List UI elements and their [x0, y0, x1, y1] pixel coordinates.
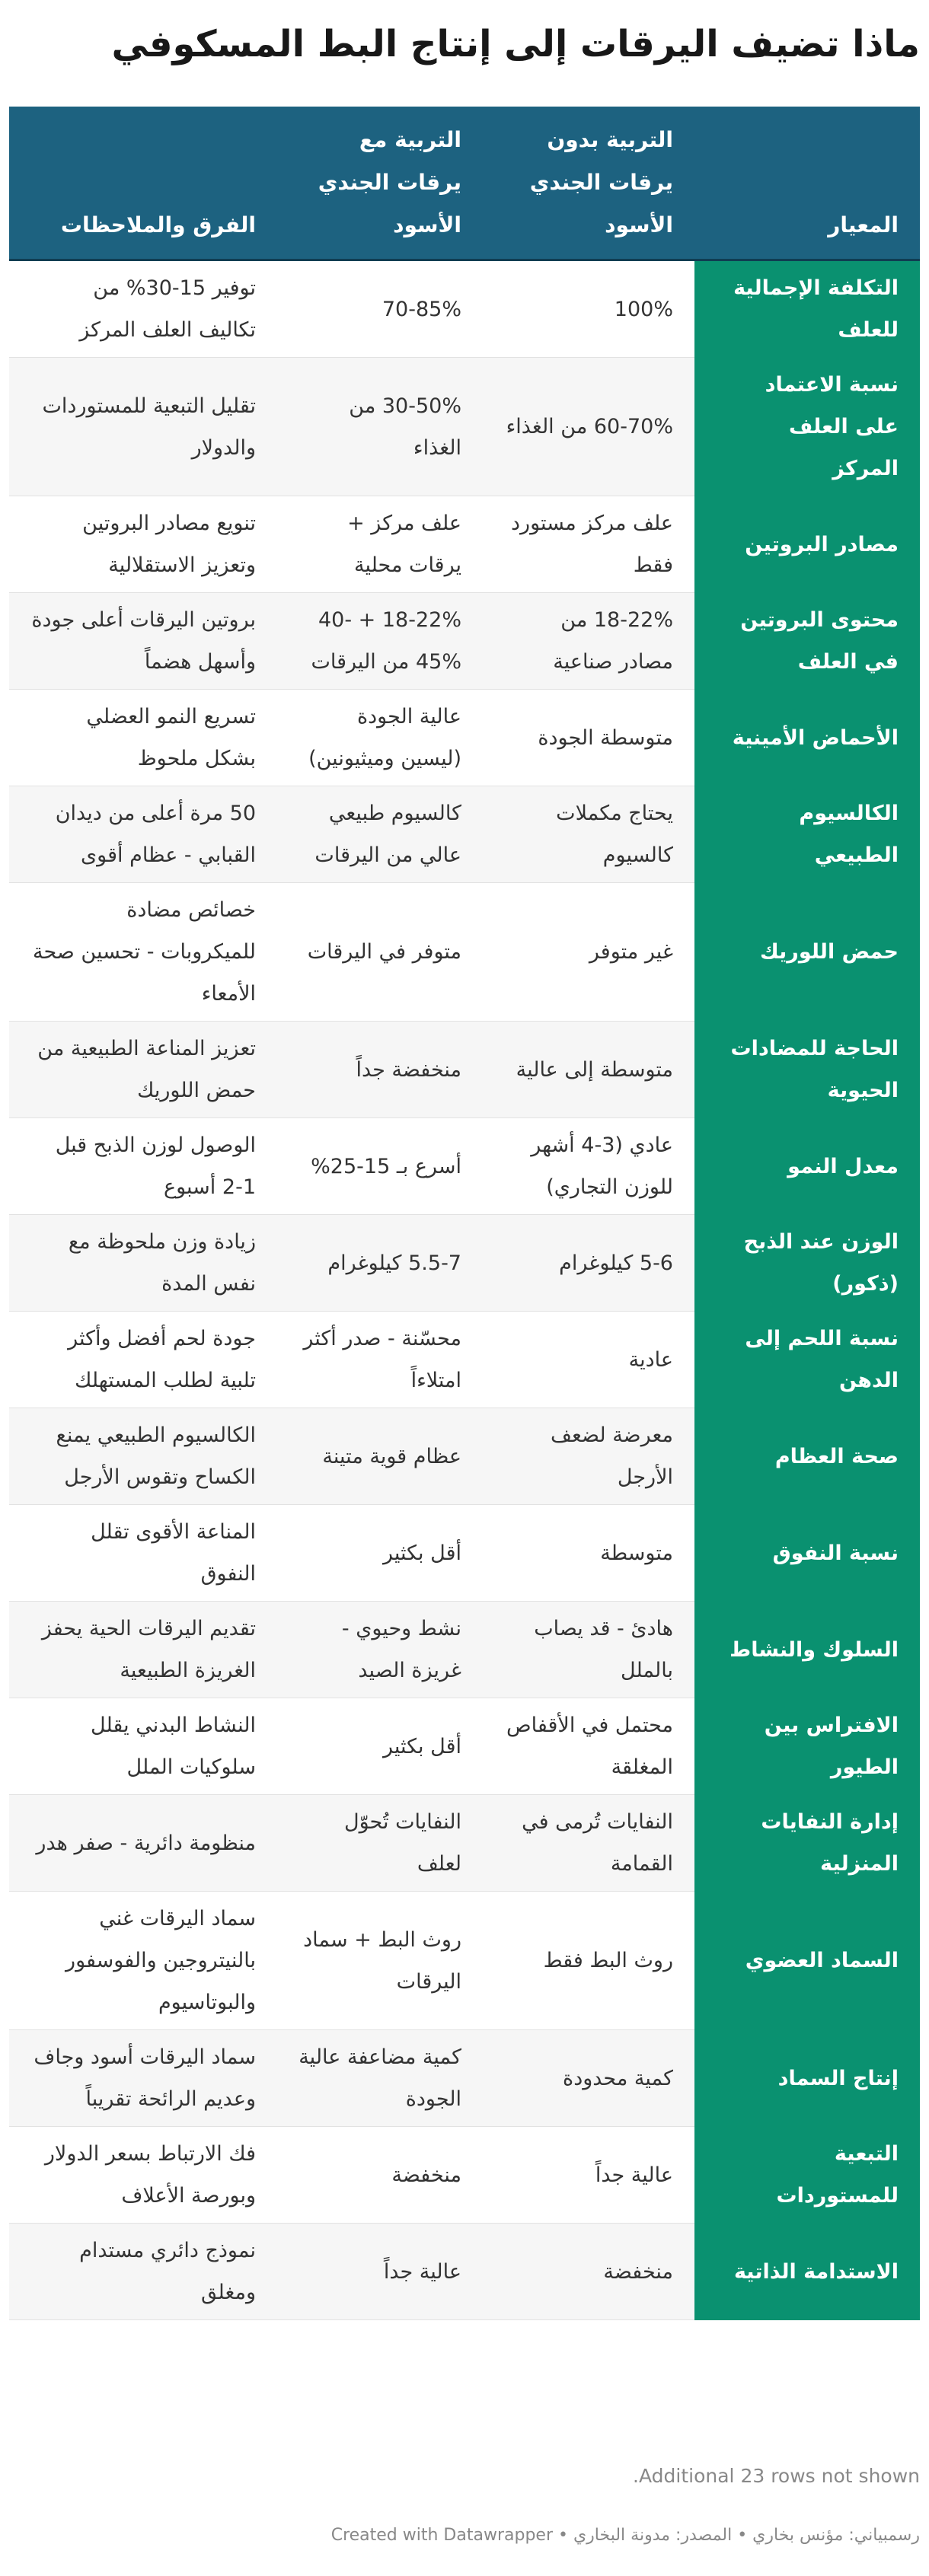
cell-without-larvae: كمية محدودة [483, 2030, 694, 2127]
cell-criterion: نسبة النفوق [694, 1505, 920, 1602]
cell-without-larvae: عادية [483, 1312, 694, 1408]
cell-criterion: مصادر البروتين [694, 496, 920, 593]
cell-criterion: محتوى البروتين في العلف [694, 593, 920, 690]
table-row [9, 1795, 920, 1892]
cell-difference: سماد اليرقات غني بالنيتروجين والفوسفور والبوتاسيوم [9, 1892, 277, 2030]
table-row [9, 2224, 920, 2320]
column-header-difference[interactable]: الفرق والملاحظات [9, 107, 277, 260]
cell-criterion: التبعية للمستوردات [694, 2127, 920, 2224]
table-row [9, 260, 920, 358]
cell-without-larvae: 18-22% من مصادر صناعية [483, 593, 694, 690]
cell-difference: بروتين اليرقات أعلى جودة وأسهل هضماً [9, 593, 277, 690]
cell-with-larvae: عالية جداً [277, 2224, 483, 2320]
cell-without-larvae: 60-70% من الغذاء [483, 358, 694, 496]
cell-without-larvae: متوسطة إلى عالية [483, 1022, 694, 1118]
cell-difference: سماد اليرقات أسود وجاف وعديم الرائحة تقريباً [9, 2030, 277, 2127]
table-row [9, 2127, 920, 2224]
cell-criterion: الأحماض الأمينية [694, 690, 920, 786]
cell-with-larvae: روث البط + سماد اليرقات [277, 1892, 483, 2030]
cell-with-larvae: نشط وحيوي - غريزة الصيد [277, 1602, 483, 1698]
cell-with-larvae: أسرع بـ 15-25% [277, 1118, 483, 1215]
column-header-with-larvae[interactable]: التربية مع يرقات الجندي الأسود [277, 107, 483, 260]
cell-with-larvae: أقل بكثير [277, 1505, 483, 1602]
table-body [9, 260, 920, 2320]
cell-without-larvae: 5-6 كيلوغرام [483, 1215, 694, 1312]
cell-criterion: إدارة النفايات المنزلية [694, 1795, 920, 1892]
cell-without-larvae: 100% [483, 260, 694, 358]
cell-without-larvae: هادئ - قد يصاب بالملل [483, 1602, 694, 1698]
cell-difference: تقديم اليرقات الحية يحفز الغريزة الطبيعية [9, 1602, 277, 1698]
cell-criterion: الحاجة للمضادات الحيوية [694, 1022, 920, 1118]
table-row [9, 2030, 920, 2127]
cell-with-larvae: 18-22% + 40-45% من اليرقات [277, 593, 483, 690]
cell-without-larvae: عالية جداً [483, 2127, 694, 2224]
cell-criterion: الوزن عند الذبح (ذكور) [694, 1215, 920, 1312]
cell-with-larvae: 5.5-7 كيلوغرام [277, 1215, 483, 1312]
cell-difference: جودة لحم أفضل وأكثر تلبية لطلب المستهلك [9, 1312, 277, 1408]
table-row [9, 1602, 920, 1698]
cell-difference: نموذج دائري مستدام ومغلق [9, 2224, 277, 2320]
table-row [9, 593, 920, 690]
cell-difference: النشاط البدني يقلل سلوكيات الملل [9, 1698, 277, 1795]
cell-difference: المناعة الأقوى تقلل النفوق [9, 1505, 277, 1602]
cell-criterion: معدل النمو [694, 1118, 920, 1215]
table-header [9, 107, 920, 260]
cell-criterion: حمض اللوريك [694, 883, 920, 1022]
cell-with-larvae: محسّنة - صدر أكثر امتلاءاً [277, 1312, 483, 1408]
cell-with-larvae: كالسيوم طبيعي عالي من اليرقات [277, 786, 483, 883]
cell-difference: الوصول لوزن الذبح قبل 1-2 أسبوع [9, 1118, 277, 1215]
cell-difference: تعزيز المناعة الطبيعية من حمض اللوريك [9, 1022, 277, 1118]
cell-with-larvae: متوفر في اليرقات [277, 883, 483, 1022]
cell-without-larvae: متوسطة [483, 1505, 694, 1602]
cell-criterion: صحة العظام [694, 1408, 920, 1505]
cell-without-larvae: متوسطة الجودة [483, 690, 694, 786]
cell-criterion: السلوك والنشاط [694, 1602, 920, 1698]
cell-with-larvae: أقل بكثير [277, 1698, 483, 1795]
chart-footer: رسمبياني: مؤنس بخاري • المصدر: مدونة البخاري • Created with Datawrapper [330, 2526, 920, 2545]
cell-criterion: السماد العضوي [694, 1892, 920, 2030]
cell-without-larvae: محتمل في الأقفاص المغلقة [483, 1698, 694, 1795]
cell-difference: تسريع النمو العضلي بشكل ملحوظ [9, 690, 277, 786]
table-row [9, 1118, 920, 1215]
cell-criterion: التكلفة الإجمالية للعلف [694, 260, 920, 358]
cell-difference: زيادة وزن ملحوظة مع نفس المدة [9, 1215, 277, 1312]
cell-without-larvae: النفايات تُرمى في القمامة [483, 1795, 694, 1892]
cell-with-larvae: عظام قوية متينة [277, 1408, 483, 1505]
more-rows-note: Additional 23 rows not shown. [633, 2465, 920, 2487]
cell-with-larvae: 30-50% من الغذاء [277, 358, 483, 496]
cell-with-larvae: منخفضة جداً [277, 1022, 483, 1118]
table-row [9, 1408, 920, 1505]
cell-criterion: نسبة اللحم إلى الدهن [694, 1312, 920, 1408]
column-header-without-larvae[interactable]: التربية بدون يرقات الجندي الأسود [483, 107, 694, 260]
cell-criterion: الافتراس بين الطيور [694, 1698, 920, 1795]
cell-difference: تقليل التبعية للمستوردات والدولار [9, 358, 277, 496]
cell-with-larvae: النفايات تُحوّل لعلف [277, 1795, 483, 1892]
cell-without-larvae: علف مركز مستورد فقط [483, 496, 694, 593]
table-row [9, 1892, 920, 2030]
cell-difference: خصائص مضادة للميكروبات - تحسين صحة الأمعاء [9, 883, 277, 1022]
table-row [9, 1215, 920, 1312]
cell-criterion: نسبة الاعتماد على العلف المركز [694, 358, 920, 496]
cell-difference: تنويع مصادر البروتين وتعزيز الاستقلالية [9, 496, 277, 593]
table-row [9, 1505, 920, 1602]
cell-without-larvae: عادي (3-4 أشهر للوزن التجاري) [483, 1118, 694, 1215]
table-row [9, 786, 920, 883]
column-header-criterion[interactable]: المعيار [694, 107, 920, 260]
cell-difference: 50 مرة أعلى من ديدان القبابي - عظام أقوى [9, 786, 277, 883]
cell-criterion: إنتاج السماد [694, 2030, 920, 2127]
cell-difference: فك الارتباط بسعر الدولار وبورصة الأعلاف [9, 2127, 277, 2224]
cell-without-larvae: منخفضة [483, 2224, 694, 2320]
cell-criterion: الكالسيوم الطبيعي [694, 786, 920, 883]
table-row [9, 1312, 920, 1408]
cell-without-larvae: روث البط فقط [483, 1892, 694, 2030]
cell-with-larvae: 70-85% [277, 260, 483, 358]
cell-difference: الكالسيوم الطبيعي يمنع الكساح وتقوس الأرجل [9, 1408, 277, 1505]
cell-difference: توفير 15-30% من تكاليف العلف المركز [9, 260, 277, 358]
comparison-table [9, 107, 920, 2320]
cell-without-larvae: يحتاج مكملات كالسيوم [483, 786, 694, 883]
cell-criterion: الاستدامة الذاتية [694, 2224, 920, 2320]
table-row [9, 1022, 920, 1118]
cell-difference: منظومة دائرية - صفر هدر [9, 1795, 277, 1892]
cell-with-larvae: منخفضة [277, 2127, 483, 2224]
header-row [9, 107, 920, 260]
cell-with-larvae: كمية مضاعفة عالية الجودة [277, 2030, 483, 2127]
table-row [9, 1698, 920, 1795]
cell-with-larvae: علف مركز + يرقات محلية [277, 496, 483, 593]
table-row [9, 690, 920, 786]
cell-without-larvae: غير متوفر [483, 883, 694, 1022]
table-row [9, 496, 920, 593]
table-row [9, 358, 920, 496]
page-title: ماذا تضيف اليرقات إلى إنتاج البط المسكوفي [111, 23, 920, 65]
cell-without-larvae: معرضة لضعف الأرجل [483, 1408, 694, 1505]
cell-with-larvae: عالية الجودة (ليسين وميثيونين) [277, 690, 483, 786]
table-row [9, 883, 920, 1022]
